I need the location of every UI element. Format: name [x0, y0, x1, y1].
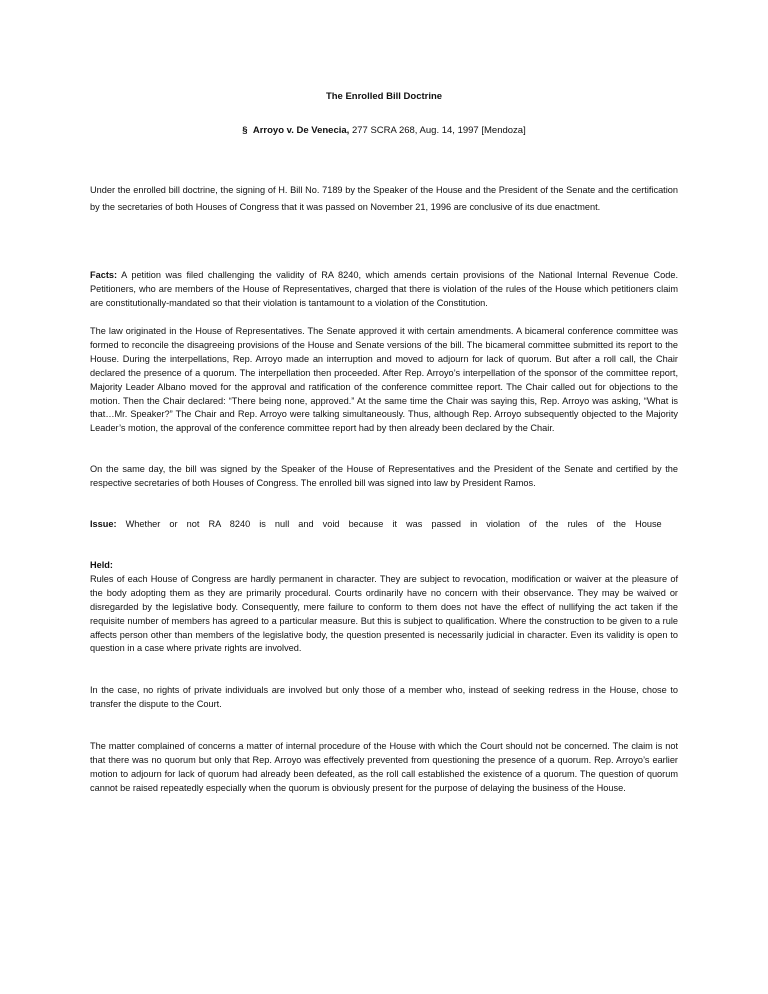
facts-paragraph-3: On the same day, the bill was signed by the Speaker of the House of Representatives and the President of the Senate and certified by the respective secretaries of both Houses of Congress. The enrolled bill was signed into law by President Ramos.	[90, 464, 678, 488]
issue-paragraph	[90, 518, 678, 532]
held-label: Held:	[90, 560, 113, 570]
held-paragraph-2: In the case, no rights of private individuals are involved but only those of a member who, instead of seeking redress in the House, chose to transfer the dispute to the Court.	[90, 685, 678, 709]
held-paragraph-3: The matter complained of concerns a matter of internal procedure of the House with which the Court should not be concerned. The claim is not that there was no quorum but only that Rep. Arroyo was effectively prevented from questioning the presence of a quorum. Rep. Arroyo’s earlier motion to adjourn for lack of quorum had already been defeated, as the roll call established the existence of a quorum. The question of quorum cannot be raised repeatedly especially when the quorum is obviously present for the purpose of delaying the business of the House.	[90, 741, 678, 793]
case-reference: 277 SCRA 268, Aug. 14, 1997 [Mendoza]	[351, 125, 526, 136]
section-mark: §	[242, 125, 248, 136]
held-paragraph	[90, 559, 678, 656]
document-title: The Enrolled Bill Doctrine	[325, 91, 443, 102]
facts-paragraph-2: The law originated in the House of Representatives. The Senate approved it with certain amendments. A bicameral conference committee was formed to reconcile the disagreeing provisions of the House and Senate versions of the bill. The bicameral committee submitted its report to the House. During the interpellations, Rep. Arroyo made an interruption and moved to adjourn for lack of quorum. But after a roll call, the Chair declared the presence of a quorum. The interpellation then proceeded. After Rep. Arroyo’s interpellation of the sponsor of the committee report, Majority Leader Albano moved for the approval and ratification of the conference committee report. The Chair called out for objections to the motion. Then the Chair declared: “There being none, approved.” At the same time the Chair was saying this, Rep. Arroyo was asking, “What is that…Mr. Speaker?” The Chair and Rep. Arroyo were talking simultaneously. Thus, although Rep. Arroyo subsequently objected to the Majority Leader’s motion, the approval of the conference committee report had by then already been declared by the Chair.	[90, 326, 678, 434]
facts-paragraph	[90, 269, 678, 311]
issue-label: Issue:	[90, 519, 117, 529]
held-text: Rules of each House of Congress are hardly permanent in character. They are subject to revocation, modification or waiver at the pleasure of the body adopting them as they are primarily procedural. Courts ordinarily have no concern with their observance. They may be waived or disregarded by the legislative body. Consequently, mere failure to conform to them does not have the effect of nullifying the act taken if the requisite number of members has agreed to a particular measure. But this is subject to qualification. Where the construction to be given to a rule affects person other than members of the legislative body, the question presented is necessarily judicial in character. Even its validity is open to question in a case where private rights are involved.	[90, 573, 678, 654]
case-name: Arroyo v. De Venecia,	[252, 125, 350, 136]
issue-text: Whether or not RA 8240 is null and void because it was passed in violation of the rules of the House	[125, 519, 662, 529]
facts-text: A petition was filed challenging the validity of RA 8240, which amends certain provisions of the National Internal Revenue Code. Petitioners, who are members of the House of Representatives, charged that there is violation of the rules of the House which petitioners claim are constitutionally-mandated so that their violation is tantamount to a violation of the Constitution.	[90, 270, 678, 308]
case-citation	[0, 125, 768, 136]
doctrine-paragraph: Under the enrolled bill doctrine, the signing of H. Bill No. 7189 by the Speaker of the House and the President of the Senate and the certification by the secretaries of both Houses of Congress that it was passed on November 21, 1996 are conclusive of its due enactment.	[90, 185, 678, 212]
facts-label: Facts:	[90, 270, 118, 280]
